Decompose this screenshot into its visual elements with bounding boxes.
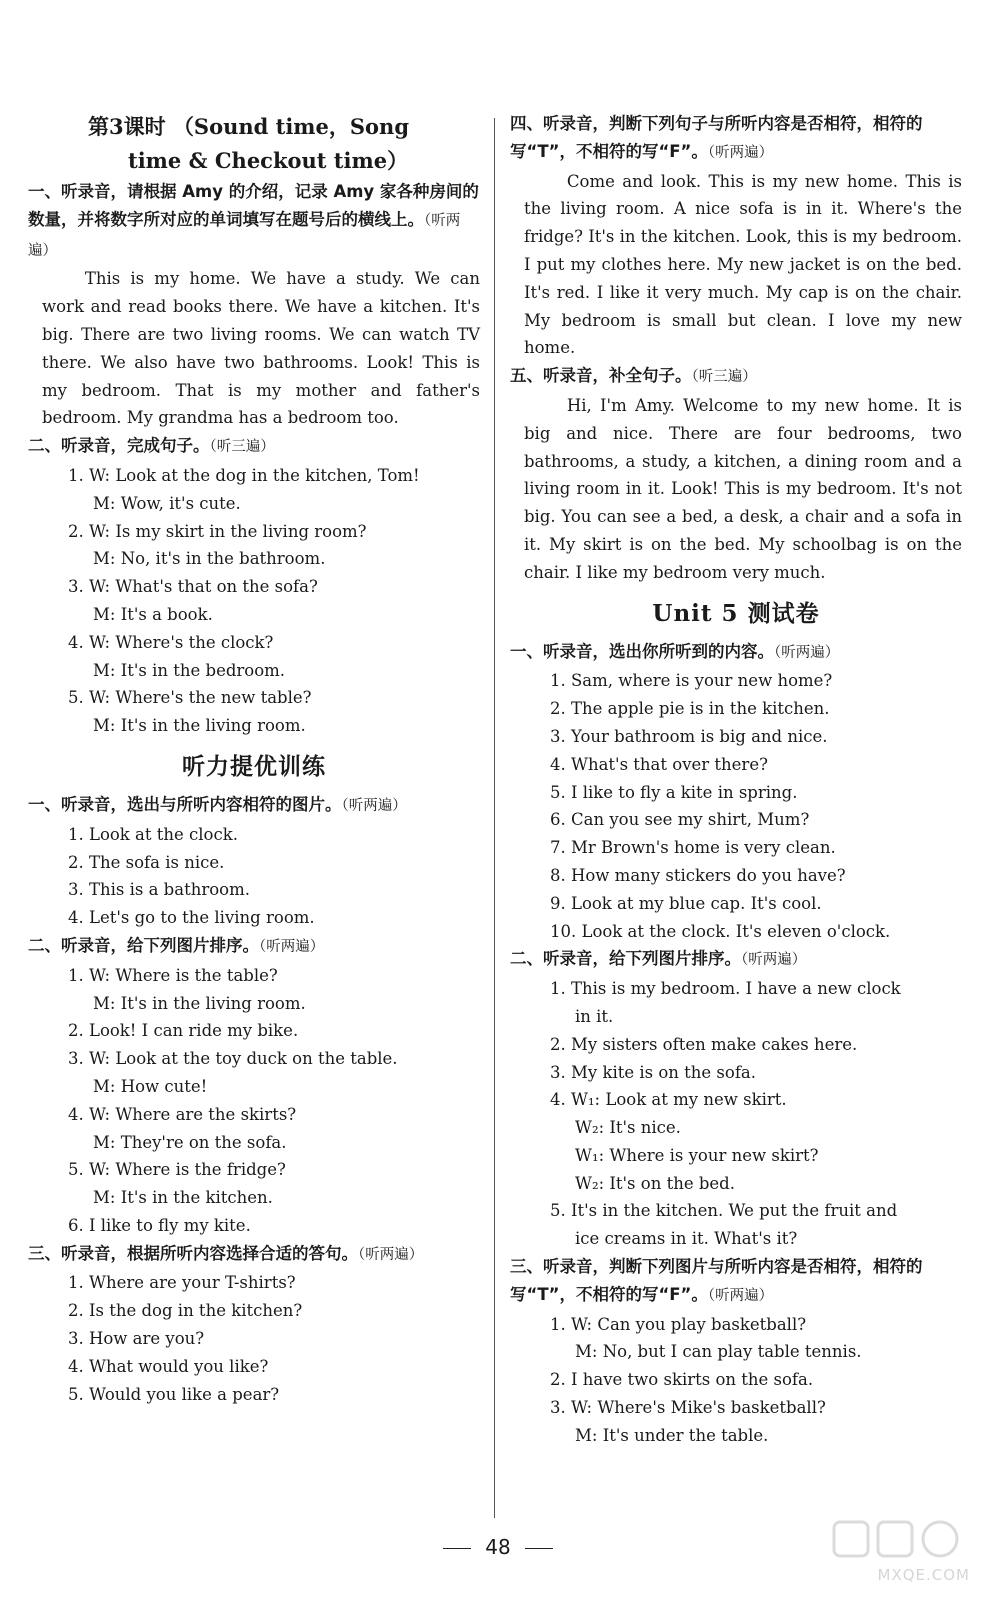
listen-hint: （听两遍） — [707, 1287, 774, 1304]
lesson-title — [28, 110, 480, 178]
list-item: 9. Look at my blue cap. It's cool. — [550, 893, 822, 913]
question-heading — [28, 432, 480, 462]
list-item: 3. W: What's that on the sofa? — [68, 577, 318, 597]
question-heading — [28, 791, 480, 821]
list-item: 1. W: Look at the dog in the kitchen, Tom! — [68, 465, 420, 485]
listening-passage: This is my home. We have a study. We can work and read books there. We have a kitchen. It's big. There are two living rooms. We can watch TV there. We also have two bathrooms. Look! This is my bedroom. That is my mother and father's bedroom. My grandma has a bedroom too. — [42, 269, 480, 428]
list-item: M: It's in the living room. — [93, 993, 306, 1013]
question-heading — [28, 932, 480, 962]
list-item: M: It's in the living room. — [93, 716, 306, 736]
column-divider — [494, 118, 495, 1518]
list-item: 6. I like to fly my kite. — [68, 1215, 251, 1235]
listen-hint: （听两遍） — [358, 1246, 424, 1263]
listening-passage: Come and look. This is my new home. This is the living room. A nice sofa is in it. Where's the fridge? It's in the kitchen. Look, this is my bedroom. I put my clothes here. My new jacket is on the bed. It's red. I like it very much. My cap is on the chair. My bedroom is small but clean. I love my new home. — [524, 171, 963, 358]
list-item: 4. What would you like? — [68, 1356, 269, 1376]
watermark-text: MXQE.COM — [877, 1566, 970, 1584]
question-label: 二、听录音，给下列图片排序。 — [510, 949, 741, 969]
right-column — [510, 110, 962, 1450]
list-item: M: No, it's in the bathroom. — [93, 549, 326, 569]
list-item: W₂: It's on the bed. — [575, 1173, 735, 1193]
dash-left — [443, 1548, 471, 1550]
question-label: 一、听录音，请根据 Amy 的介绍，记录 Amy 家各种房间的数量，并将数字所对应的单词填写在题号后的横线上。 — [28, 182, 479, 229]
list-item: 8. How many stickers do you have? — [550, 865, 846, 885]
list-item: 1. Sam, where is your new home? — [550, 671, 833, 691]
list-item: M: No, but I can play table tennis. — [575, 1342, 862, 1362]
list-item: 4. W: Where are the skirts? — [68, 1104, 297, 1124]
listen-hint: （听三遍） — [691, 369, 757, 386]
list-item: M: It's in the kitchen. — [93, 1188, 273, 1208]
section-title: Unit 5 测试卷 — [652, 599, 820, 627]
dialogue-list — [28, 962, 480, 1240]
list-item: M: How cute! — [93, 1076, 208, 1096]
question-heading — [510, 110, 962, 168]
question-heading — [510, 945, 962, 975]
list-item: 2. I have two skirts on the sofa. — [550, 1370, 814, 1390]
list-item: M: It's a book. — [93, 604, 213, 624]
watermark-logo-icon — [824, 1516, 974, 1566]
list-item: 5. W: Where's the new table? — [68, 688, 312, 708]
lesson-title-line-1: 第3课时 （Sound time，Song — [88, 114, 410, 139]
list-item: 3. How are you? — [68, 1329, 205, 1349]
list-item: 3. My kite is on the sofa. — [550, 1062, 757, 1082]
list-item: M: It's in the bedroom. — [93, 660, 286, 680]
question-label: 一、听录音，选出与所听内容相符的图片。 — [28, 794, 342, 814]
question-label: 五、听录音，补全句子。 — [510, 366, 692, 386]
section-title: 听力提优训练 — [182, 752, 326, 780]
list-item: M: They're on the sofa. — [93, 1132, 287, 1152]
list-item: 4. Let's go to the living room. — [68, 908, 315, 928]
list-item: 1. Look at the clock. — [68, 824, 238, 844]
list-item: 6. Can you see my shirt, Mum? — [550, 810, 810, 830]
question-heading — [510, 1253, 962, 1311]
list-item: 3. Your bathroom is big and nice. — [550, 726, 828, 746]
list-item: W₁: Where is your new skirt? — [575, 1145, 819, 1165]
listen-hint: （听两遍） — [774, 644, 840, 661]
lesson-title-line-2: time & Checkout time） — [128, 148, 409, 173]
list-item: 1. W: Where is the table? — [68, 965, 278, 985]
list-item: M: Wow, it's cute. — [93, 493, 241, 513]
list-item: 3. This is a bathroom. — [68, 880, 250, 900]
listen-hint: （听三遍） — [209, 439, 275, 456]
list-item: 10. Look at the clock. It's eleven o'clock. — [550, 921, 891, 941]
sentence-list — [28, 821, 480, 932]
listening-passage: Hi, I'm Amy. Welcome to my new home. It is big and nice. There are four bedrooms, two bathrooms, a study, a kitchen, a dining room and a living room in it. Look! This is my bedroom. It's not big. You can see a bed, a desk, a chair and a sofa in it. My skirt is on the bed. My schoolbag is on the chair. I like my bedroom very much. — [524, 395, 962, 582]
list-item: 1. This is my bedroom. I have a new clock — [550, 979, 901, 999]
list-item: M: It's under the table. — [575, 1425, 769, 1445]
list-item: 5. W: Where is the fridge? — [68, 1160, 286, 1180]
list-item: 4. W: Where's the clock? — [68, 632, 274, 652]
watermark — [824, 1516, 974, 1586]
question-label: 一、听录音，选出你所听到的内容。 — [510, 641, 774, 661]
listen-hint: （听两遍） — [341, 797, 407, 814]
left-column — [28, 110, 480, 1408]
question-label: 三、听录音，根据所听内容选择合适的答句。 — [28, 1243, 358, 1263]
sentence-list — [510, 667, 962, 945]
dash-right — [525, 1548, 553, 1550]
listen-hint: （听两遍） — [707, 144, 774, 161]
list-item: 4. W₁: Look at my new skirt. — [550, 1090, 787, 1110]
sentence-list — [28, 1269, 480, 1408]
list-item: ice creams in it. What's it? — [575, 1229, 798, 1249]
list-item: 5. It's in the kitchen. We put the fruit and — [550, 1201, 898, 1221]
list-item: 2. The apple pie is in the kitchen. — [550, 699, 830, 719]
list-item: 1. W: Can you play basketball? — [550, 1314, 807, 1334]
list-item: 4. What's that over there? — [550, 754, 768, 774]
listen-hint: （听两遍） — [741, 952, 807, 969]
list-item: 5. Would you like a pear? — [68, 1384, 280, 1404]
list-item: 3. W: Look at the toy duck on the table. — [68, 1049, 398, 1069]
dialogue-list — [510, 975, 962, 1253]
list-item: 2. Is the dog in the kitchen? — [68, 1301, 303, 1321]
page-number-value: 48 — [485, 1535, 511, 1559]
question-label: 二、听录音，给下列图片排序。 — [28, 935, 259, 955]
dialogue-list — [510, 1311, 962, 1450]
list-item: 1. Where are your T-shirts? — [68, 1273, 296, 1293]
list-item: 5. I like to fly a kite in spring. — [550, 782, 798, 802]
list-item: 2. The sofa is nice. — [68, 852, 225, 872]
list-item: 2. Look! I can ride my bike. — [68, 1021, 299, 1041]
list-item: 2. W: Is my skirt in the living room? — [68, 521, 367, 541]
dialogue-list — [28, 462, 480, 740]
list-item: in it. — [575, 1006, 614, 1026]
question-label: 三、听录音，判断下列图片与所听内容是否相符，相符的写“T”，不相符的写“F”。 — [510, 1257, 923, 1304]
list-item: 7. Mr Brown's home is very clean. — [550, 838, 836, 858]
list-item: 3. W: Where's Mike's basketball? — [550, 1398, 826, 1418]
question-label: 四、听录音，判断下列句子与所听内容是否相符，相符的写“T”，不相符的写“F”。 — [510, 114, 923, 161]
question-label: 二、听录音，完成句子。 — [28, 436, 210, 456]
question-heading — [510, 362, 962, 392]
question-heading — [510, 638, 962, 668]
question-heading — [28, 1240, 480, 1270]
question-heading — [28, 178, 480, 265]
listen-hint: （听两遍） — [259, 938, 325, 955]
list-item: W₂: It's nice. — [575, 1118, 681, 1138]
listen-hint: （听两遍） — [28, 212, 461, 259]
list-item: 2. My sisters often make cakes here. — [550, 1034, 858, 1054]
